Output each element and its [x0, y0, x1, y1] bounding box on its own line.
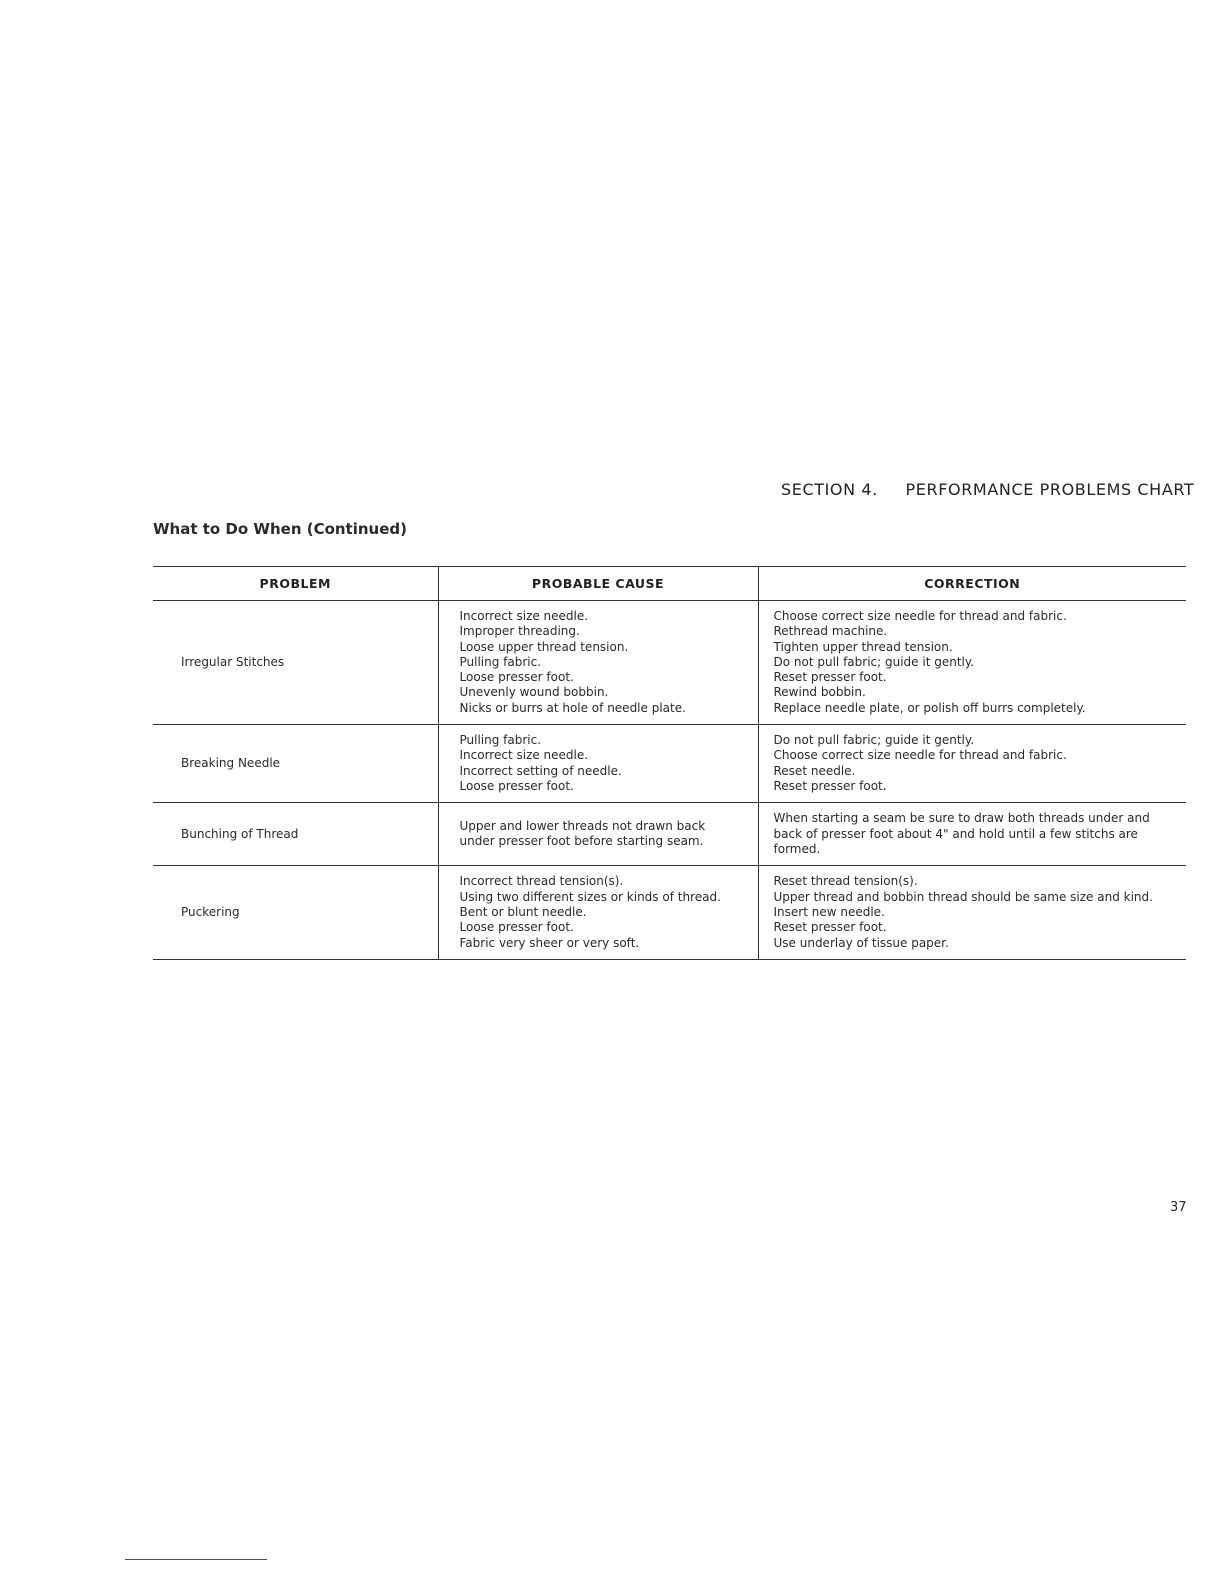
probable-cause-cell	[438, 601, 758, 725]
cause-line: Loose presser foot.	[459, 670, 574, 685]
correction-line: Upper thread and bobbin thread should be same size and kind.	[773, 889, 1153, 904]
correction-line: When starting a seam be sure to draw both threads under and	[773, 811, 1150, 826]
probable-cause-cell	[438, 866, 758, 960]
cause-line: Improper threading.	[459, 624, 580, 639]
footer-rule	[125, 1559, 267, 1560]
correction-cell	[758, 803, 1186, 866]
performance-problems-chart	[153, 566, 1186, 960]
problems-table	[153, 566, 1186, 960]
problem-cell: Puckering	[153, 866, 438, 960]
section-title: PERFORMANCE PROBLEMS CHART	[905, 480, 1195, 499]
problem-cell: Irregular Stitches	[153, 601, 438, 725]
cause-line: Unevenly wound bobbin.	[459, 685, 609, 700]
probable-cause-cell	[438, 725, 758, 803]
table-row	[153, 725, 1186, 803]
column-header-probable-cause: PROBABLE CAUSE	[438, 567, 758, 601]
correction-line: Do not pull fabric; guide it gently.	[773, 733, 975, 748]
correction-line: Tighten upper thread tension.	[773, 639, 953, 654]
cause-line: Incorrect thread tension(s).	[459, 874, 624, 889]
correction-cell	[758, 601, 1186, 725]
cause-line: Loose presser foot.	[459, 778, 574, 793]
cause-line: Nicks or burrs at hole of needle plate.	[459, 700, 686, 715]
cause-line: Using two different sizes or kinds of thread.	[459, 889, 721, 904]
table-row	[153, 866, 1186, 960]
cause-line: Incorrect setting of needle.	[459, 763, 622, 778]
correction-line: Reset presser foot.	[773, 778, 887, 793]
cause-line: Loose upper thread tension.	[459, 639, 629, 654]
correction-line: Use underlay of tissue paper.	[773, 935, 949, 950]
cause-line: Incorrect size needle.	[459, 748, 589, 763]
correction-line: back of presser foot about 4" and hold until a few stitchs are	[773, 826, 1138, 841]
correction-line: Choose correct size needle for thread and fabric.	[773, 609, 1067, 623]
correction-line: formed.	[773, 841, 821, 856]
page-subtitle: What to Do When (Continued)	[153, 520, 407, 538]
problem-cell: Bunching of Thread	[153, 803, 438, 866]
cause-line: Pulling fabric.	[459, 654, 542, 669]
correction-line: Reset presser foot.	[773, 920, 887, 935]
correction-line: Rethread machine.	[773, 624, 888, 639]
page-number: 37	[1170, 1200, 1187, 1215]
cause-line: Fabric very sheer or very soft.	[459, 935, 640, 950]
correction-line: Replace needle plate, or polish off burrs completely.	[773, 700, 1086, 715]
table-row	[153, 803, 1186, 866]
correction-cell	[758, 725, 1186, 803]
table-row	[153, 601, 1186, 725]
correction-line: Choose correct size needle for thread and fabric.	[773, 748, 1067, 763]
section-number: SECTION 4.	[781, 480, 878, 499]
cause-line: under presser foot before starting seam.	[459, 834, 704, 849]
cause-line: Loose presser foot.	[459, 920, 574, 935]
cause-line: Pulling fabric.	[459, 733, 542, 748]
correction-line: Rewind bobbin.	[773, 685, 866, 700]
probable-cause-cell	[438, 803, 758, 866]
column-header-correction: CORRECTION	[758, 567, 1186, 601]
problem-cell: Breaking Needle	[153, 725, 438, 803]
correction-line: Insert new needle.	[773, 905, 885, 919]
column-header-problem: PROBLEM	[153, 567, 438, 601]
correction-line: Reset presser foot.	[773, 670, 887, 685]
table-body	[153, 601, 1186, 960]
correction-cell	[758, 866, 1186, 960]
correction-line: Do not pull fabric; guide it gently.	[773, 654, 975, 669]
cause-line: Bent or blunt needle.	[459, 905, 587, 919]
correction-line: Reset needle.	[773, 763, 856, 778]
cause-line: Upper and lower threads not drawn back	[459, 818, 706, 833]
cause-line: Incorrect size needle.	[459, 609, 589, 623]
correction-line: Reset thread tension(s).	[773, 874, 918, 889]
section-heading	[781, 480, 1194, 499]
table-header-row	[153, 567, 1186, 601]
